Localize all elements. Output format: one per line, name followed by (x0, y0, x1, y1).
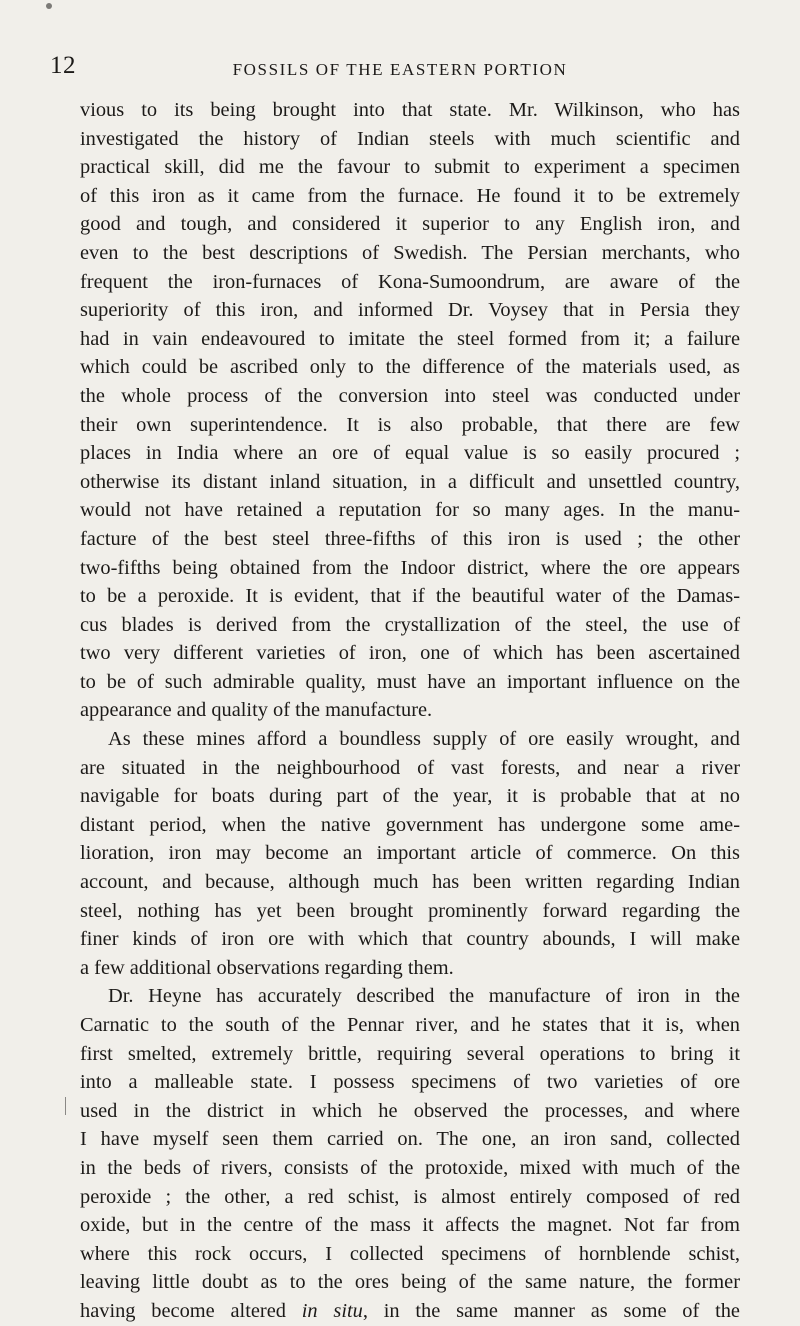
text-line: steel, nothing has yet been brought prominently forward regarding the (80, 899, 740, 922)
text-line-with-italic (80, 1297, 740, 1326)
text-segment: having become altered (80, 1299, 302, 1322)
running-head-title: FOSSILS OF THE EASTERN PORTION (232, 60, 568, 79)
text-line: to be of such admirable quality, must have an important influence on the (80, 670, 740, 693)
text-line: which could be ascribed only to the difference of the materials used, as (80, 356, 740, 379)
page-number: 12 (50, 52, 76, 79)
paragraph-end-line: a few additional observations regarding them. (80, 956, 454, 979)
text-line: the whole process of the conversion into steel was conducted under (80, 384, 740, 407)
text-line: investigated the history of Indian steels with much scientific and (80, 127, 740, 150)
body-text (80, 96, 740, 1326)
text-line: finer kinds of iron ore with which that country abounds, I will make (80, 928, 740, 951)
text-line: practical skill, did me the favour to submit to experiment a specimen (80, 156, 740, 179)
text-line: would not have retained a reputation for so many ages. In the manu- (80, 499, 740, 522)
italic-term: in situ (301, 1299, 363, 1322)
text-line: into a malleable state. I possess specimens of two varieties of ore (80, 1071, 740, 1094)
text-line: facture of the best steel three-fifths of this iron is used ; the other (80, 527, 740, 550)
text-line: peroxide ; the other, a red schist, is almost entirely composed of red (80, 1185, 740, 1208)
text-line: their own superintendence. It is also probable, that there are few (80, 413, 740, 436)
text-line: superiority of this iron, and informed Dr. Voysey that in Persia they (80, 299, 740, 322)
paragraph-start-line: Dr. Heyne has accurately described the manufacture of iron in the (108, 985, 740, 1008)
text-line: even to the best descriptions of Swedish. The Persian merchants, who (80, 241, 740, 264)
text-line: where this rock occurs, I collected specimens of hornblende schist, (80, 1242, 740, 1265)
text-line: in the beds of rivers, consists of the protoxide, mixed with much of the (80, 1156, 740, 1179)
text-line: distant period, when the native government has undergone some ame- (80, 813, 740, 836)
text-line: oxide, but in the centre of the mass it affects the magnet. Not far from (80, 1214, 740, 1237)
printer-dot-mark (46, 3, 52, 9)
margin-mark (65, 1097, 66, 1115)
text-line: leaving little doubt as to the ores being of the same nature, the former (80, 1271, 740, 1294)
text-line: first smelted, extremely brittle, requiring several operations to bring it (80, 1042, 740, 1065)
text-line: are situated in the neighbourhood of vast forests, and near a river (80, 756, 740, 779)
paragraph-start-line: As these mines afford a boundless supply of ore easily wrought, and (108, 728, 740, 751)
text-line: two-fifths being obtained from the Indoor district, where the ore appears (80, 556, 740, 579)
text-line: cus blades is derived from the crystallization of the steel, the use of (80, 613, 740, 636)
paragraph-end-line: appearance and quality of the manufacture. (80, 699, 433, 722)
text-line: navigable for boats during part of the year, it is probable that at no (80, 785, 740, 808)
text-line: otherwise its distant inland situation, in a difficult and unsettled country, (80, 470, 740, 493)
text-line: Carnatic to the south of the Pennar river, and he states that it is, when (80, 1014, 740, 1036)
text-segment: , in the same manner as some of the (362, 1299, 740, 1322)
text-line: account, and because, although much has been written regarding Indian (80, 871, 740, 894)
text-line: lioration, iron may become an important article of commerce. On this (80, 842, 740, 865)
text-line: of this iron as it came from the furnace. He found it to be extremely (80, 184, 740, 207)
text-line: to be a peroxide. It is evident, that if the beautiful water of the Damas- (80, 585, 740, 608)
text-line: places in India where an ore of equal value is so easily procured ; (80, 442, 740, 465)
text-line: frequent the iron-furnaces of Kona-Sumoondrum, are aware of the (80, 270, 740, 293)
text-line: vious to its being brought into that state. Mr. Wilkinson, who has (80, 99, 740, 121)
text-line: two very different varieties of iron, one of which has been ascertained (80, 642, 740, 665)
text-line: good and tough, and considered it superior to any English iron, and (80, 213, 740, 236)
text-line: used in the district in which he observed the processes, and where (80, 1099, 740, 1122)
text-line: had in vain endeavoured to imitate the steel formed from it; a failure (80, 327, 740, 350)
text-line: I have myself seen them carried on. The one, an iron sand, collected (80, 1128, 740, 1151)
